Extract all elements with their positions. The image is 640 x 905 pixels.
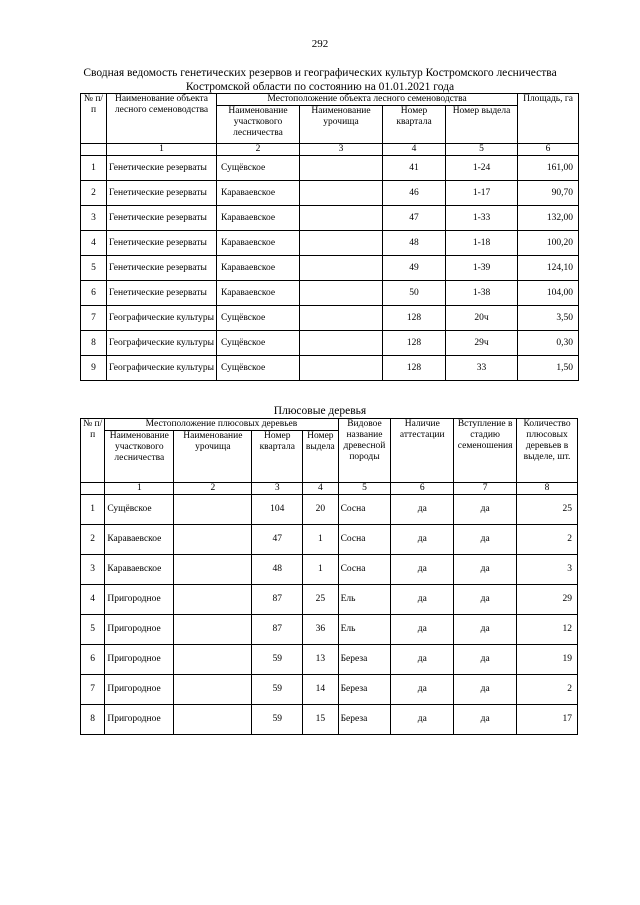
plus-trees-table (80, 418, 578, 735)
row-number: 2 (81, 181, 107, 206)
header-object: Наименование объекта лесного семеноводства (107, 94, 217, 144)
table-row (81, 615, 578, 645)
column-number: 8 (517, 483, 578, 495)
tract-name (300, 206, 383, 231)
quarter-number: 47 (383, 206, 446, 231)
tract-name (300, 256, 383, 281)
tract-name (300, 306, 383, 331)
certification-value: да (391, 705, 454, 735)
header-location: Местоположение плюсовых деревьев (105, 419, 338, 431)
species-name: Сосна (338, 495, 391, 525)
area-value: 90,70 (518, 181, 579, 206)
column-number: 4 (383, 144, 446, 156)
row-number: 8 (81, 705, 105, 735)
table1-body (81, 144, 579, 381)
tract-name (174, 705, 252, 735)
certification-value: да (391, 645, 454, 675)
district-name: Караваевское (217, 256, 300, 281)
district-name: Сущёвское (217, 156, 300, 181)
seeding-stage-value: да (454, 675, 517, 705)
section-number: 1-24 (446, 156, 518, 181)
species-name: Береза (338, 705, 391, 735)
table-row (81, 306, 579, 331)
header-tract: Наименование урочища (174, 431, 252, 483)
header-district: Наименование участкового лесничества (105, 431, 174, 483)
header-section: Номер выдела (446, 106, 518, 144)
row-number: 1 (81, 495, 105, 525)
genetic-reserves-table (80, 93, 579, 381)
row-number: 3 (81, 206, 107, 231)
tree-count: 2 (517, 675, 578, 705)
section-number: 13 (303, 645, 339, 675)
tract-name (174, 645, 252, 675)
column-number-empty (81, 483, 105, 495)
column-number: 2 (174, 483, 252, 495)
section-number: 33 (446, 356, 518, 381)
header-species: Видовое название древесной породы (338, 419, 391, 483)
table-row (81, 525, 578, 555)
quarter-number: 41 (383, 156, 446, 181)
table-row (81, 181, 579, 206)
section-number: 1-33 (446, 206, 518, 231)
header-district: Наименование участкового лесничества (217, 106, 300, 144)
table-row (81, 156, 579, 181)
section-number: 1-39 (446, 256, 518, 281)
seeding-stage-value: да (454, 555, 517, 585)
row-number: 8 (81, 331, 107, 356)
column-number: 5 (338, 483, 391, 495)
section-number: 36 (303, 615, 339, 645)
row-number: 6 (81, 645, 105, 675)
seeding-stage-value: да (454, 585, 517, 615)
row-number: 5 (81, 615, 105, 645)
district-name: Пригородное (105, 705, 174, 735)
quarter-number: 48 (383, 231, 446, 256)
row-number: 7 (81, 675, 105, 705)
seeding-stage-value: да (454, 495, 517, 525)
column-number: 4 (303, 483, 339, 495)
table-row (81, 231, 579, 256)
column-number: 5 (446, 144, 518, 156)
certification-value: да (391, 615, 454, 645)
quarter-number: 50 (383, 281, 446, 306)
column-number: 2 (217, 144, 300, 156)
object-name: Географические культуры (107, 356, 217, 381)
row-number: 7 (81, 306, 107, 331)
header-location: Местоположение объекта лесного семеноводства (217, 94, 518, 106)
tree-count: 25 (517, 495, 578, 525)
seeding-stage-value: да (454, 645, 517, 675)
tract-name (300, 181, 383, 206)
section-subtitle: Плюсовые деревья (273, 405, 367, 417)
district-name: Караваевское (217, 181, 300, 206)
area-value: 124,10 (518, 256, 579, 281)
certification-value: да (391, 675, 454, 705)
district-name: Караваевское (217, 206, 300, 231)
table-row (81, 206, 579, 231)
quarter-number: 128 (383, 331, 446, 356)
header-quarter: Номер квартала (252, 431, 303, 483)
tract-name (300, 231, 383, 256)
section-number: 20 (303, 495, 339, 525)
object-name: Географические культуры (107, 331, 217, 356)
section-number: 1-17 (446, 181, 518, 206)
object-name: Генетические резерваты (107, 231, 217, 256)
seeding-stage-value: да (454, 525, 517, 555)
object-name: Генетические резерваты (107, 281, 217, 306)
quarter-number: 48 (252, 555, 303, 585)
district-name: Пригородное (105, 615, 174, 645)
district-name: Пригородное (105, 585, 174, 615)
header-seeding-stage: Вступление в стадию семеношения (454, 419, 517, 483)
district-name: Сущёвское (217, 356, 300, 381)
header-quarter: Номер квартала (383, 106, 446, 144)
table-row (81, 281, 579, 306)
object-name: Генетические резерваты (107, 256, 217, 281)
row-number: 9 (81, 356, 107, 381)
quarter-number: 87 (252, 585, 303, 615)
object-name: Географические культуры (107, 306, 217, 331)
table-row (81, 645, 578, 675)
table-row (81, 331, 579, 356)
column-numbers-row (81, 483, 578, 495)
row-number: 4 (81, 231, 107, 256)
row-number: 5 (81, 256, 107, 281)
header-section: Номер выдела (303, 431, 339, 483)
object-name: Генетические резерваты (107, 181, 217, 206)
quarter-number: 128 (383, 356, 446, 381)
column-number: 1 (107, 144, 217, 156)
header-area: Площадь, га (518, 94, 579, 144)
area-value: 100,20 (518, 231, 579, 256)
district-name: Караваевское (105, 525, 174, 555)
row-number: 3 (81, 555, 105, 585)
header-num: № п/п (81, 94, 107, 144)
certification-value: да (391, 525, 454, 555)
district-name: Сущёвское (217, 331, 300, 356)
object-name: Генетические резерваты (107, 156, 217, 181)
species-name: Ель (338, 615, 391, 645)
table-row (81, 356, 579, 381)
header-num: № п/ п (81, 419, 105, 483)
section-number: 20ч (446, 306, 518, 331)
section-number: 1-18 (446, 231, 518, 256)
section-number: 14 (303, 675, 339, 705)
section-number: 1-38 (446, 281, 518, 306)
table-row (81, 585, 578, 615)
quarter-number: 104 (252, 495, 303, 525)
header-count: Количество плюсовых деревьев в выделе, шт. (517, 419, 578, 483)
object-name: Генетические резерваты (107, 206, 217, 231)
species-name: Ель (338, 585, 391, 615)
column-number: 3 (252, 483, 303, 495)
table2-body (81, 483, 578, 735)
species-name: Сосна (338, 555, 391, 585)
quarter-number: 47 (252, 525, 303, 555)
column-number: 3 (300, 144, 383, 156)
column-number: 6 (518, 144, 579, 156)
district-name: Караваевское (217, 231, 300, 256)
section-number: 15 (303, 705, 339, 735)
section-number: 1 (303, 525, 339, 555)
quarter-number: 59 (252, 645, 303, 675)
district-name: Сущёвское (217, 306, 300, 331)
section-number: 25 (303, 585, 339, 615)
seeding-stage-value: да (454, 615, 517, 645)
seeding-stage-value: да (454, 705, 517, 735)
table-row (81, 256, 579, 281)
table-row (81, 495, 578, 525)
column-number-empty (81, 144, 107, 156)
tree-count: 29 (517, 585, 578, 615)
column-number: 7 (454, 483, 517, 495)
tree-count: 17 (517, 705, 578, 735)
quarter-number: 46 (383, 181, 446, 206)
column-number: 1 (105, 483, 174, 495)
row-number: 1 (81, 156, 107, 181)
area-value: 161,00 (518, 156, 579, 181)
table-row (81, 705, 578, 735)
species-name: Сосна (338, 525, 391, 555)
quarter-number: 59 (252, 675, 303, 705)
district-name: Пригородное (105, 675, 174, 705)
tract-name (300, 281, 383, 306)
species-name: Береза (338, 645, 391, 675)
district-name: Караваевское (217, 281, 300, 306)
tract-name (300, 356, 383, 381)
district-name: Пригородное (105, 645, 174, 675)
tree-count: 2 (517, 525, 578, 555)
district-name: Караваевское (105, 555, 174, 585)
tree-count: 12 (517, 615, 578, 645)
area-value: 132,00 (518, 206, 579, 231)
district-name: Сущёвское (105, 495, 174, 525)
certification-value: да (391, 495, 454, 525)
tract-name (174, 525, 252, 555)
section-number: 1 (303, 555, 339, 585)
table-row (81, 675, 578, 705)
area-value: 104,00 (518, 281, 579, 306)
area-value: 3,50 (518, 306, 579, 331)
tract-name (174, 585, 252, 615)
certification-value: да (391, 555, 454, 585)
tract-name (174, 615, 252, 645)
tract-name (300, 331, 383, 356)
certification-value: да (391, 585, 454, 615)
tract-name (174, 495, 252, 525)
tract-name (300, 156, 383, 181)
quarter-number: 49 (383, 256, 446, 281)
row-number: 4 (81, 585, 105, 615)
tract-name (174, 675, 252, 705)
header-certification: Наличие аттестации (391, 419, 454, 483)
table-row (81, 555, 578, 585)
quarter-number: 59 (252, 705, 303, 735)
area-value: 1,50 (518, 356, 579, 381)
quarter-number: 87 (252, 615, 303, 645)
area-value: 0,30 (518, 331, 579, 356)
column-numbers-row (81, 144, 579, 156)
page-number: 292 (311, 38, 329, 50)
row-number: 2 (81, 525, 105, 555)
tree-count: 3 (517, 555, 578, 585)
tree-count: 19 (517, 645, 578, 675)
document-title: Сводная ведомость генетических резервов и географических культур Костромского лесничества Костромской области по состоянию на 01.01.2021 года (83, 67, 557, 93)
section-number: 29ч (446, 331, 518, 356)
header-tract: Наименование урочища (300, 106, 383, 144)
row-number: 6 (81, 281, 107, 306)
tract-name (174, 555, 252, 585)
quarter-number: 128 (383, 306, 446, 331)
column-number: 6 (391, 483, 454, 495)
species-name: Береза (338, 675, 391, 705)
